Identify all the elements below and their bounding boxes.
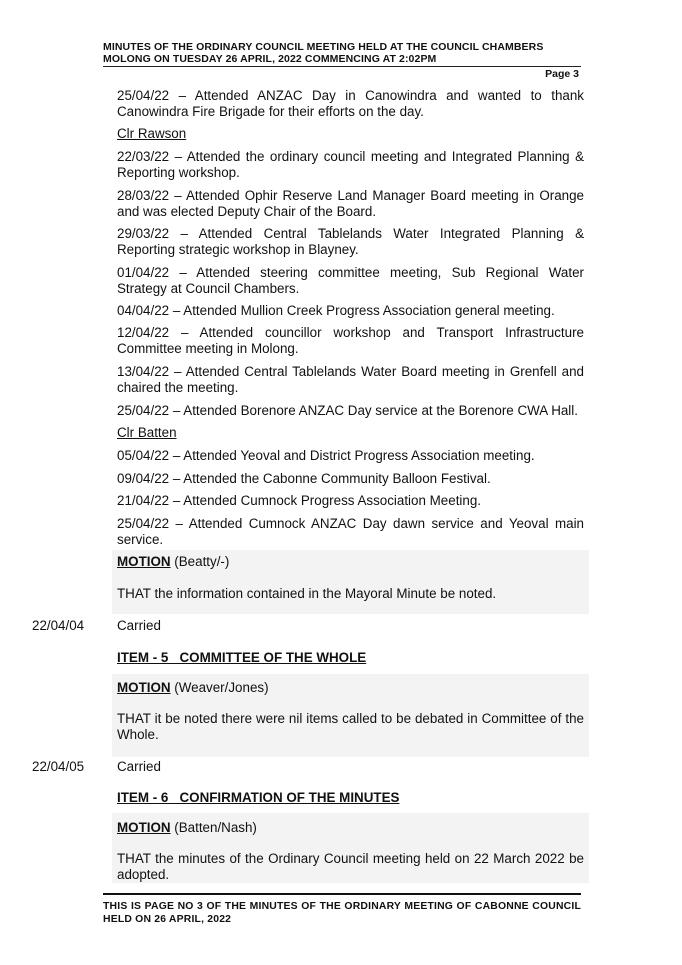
rawson-entry: 29/03/22 – Attended Central Tablelands Water Integrated Planning & Reporting strategic workshop in Blayney. xyxy=(117,226,584,257)
header-line-2: MOLONG ON TUESDAY 26 APRIL, 2022 COMMENCING AT 2:02PM xyxy=(103,53,437,65)
motion-line xyxy=(117,820,584,836)
motion-text: THAT it be noted there were nil items called to be debated in Committee of the Whole. xyxy=(117,711,584,742)
page-number: Page 3 xyxy=(545,68,579,80)
rawson-entry: 12/04/22 – Attended councillor workshop and Transport Infrastructure Committee meeting in Molong. xyxy=(117,325,584,356)
motion-text: THAT the information contained in the Mayoral Minute be noted. xyxy=(117,586,497,601)
mayor-entry: 25/04/22 – Attended ANZAC Day in Canowindra and wanted to thank Canowindra Fire Brigade for their efforts on the day. xyxy=(117,88,584,119)
motion-result: Carried xyxy=(117,618,161,633)
motion-line xyxy=(117,554,584,570)
resolution-number: 22/04/05 xyxy=(32,759,85,774)
batten-entry: 25/04/22 – Attended Cumnock ANZAC Day dawn service and Yeoval main service. xyxy=(117,516,584,547)
item-heading: ITEM - 5 COMMITTEE OF THE WHOLE xyxy=(117,650,367,665)
resolution-number: 22/04/04 xyxy=(32,618,85,633)
motion-movers: (Weaver/Jones) xyxy=(170,680,269,695)
page-footer: THIS IS PAGE NO 3 OF THE MINUTES OF THE ORDINARY MEETING OF CABONNE COUNCIL HELD ON 26 APRIL, 2022 xyxy=(103,901,581,925)
rawson-entry: 28/03/22 – Attended Ophir Reserve Land Manager Board meeting in Orange and was elected Deputy Chair of the Board. xyxy=(117,188,584,219)
rawson-entry: 22/03/22 – Attended the ordinary council meeting and Integrated Planning & Reporting workshop. xyxy=(117,149,584,180)
motion-movers: (Beatty/-) xyxy=(170,554,230,569)
item-heading: ITEM - 6 CONFIRMATION OF THE MINUTES xyxy=(117,790,400,805)
batten-heading: Clr Batten xyxy=(117,425,177,440)
motion-result: Carried xyxy=(117,759,161,774)
motion-movers: (Batten/Nash) xyxy=(170,820,257,835)
rawson-entry: 04/04/22 – Attended Mullion Creek Progress Association general meeting. xyxy=(117,303,555,318)
page-header xyxy=(103,41,581,65)
rawson-entry: 25/04/22 – Attended Borenore ANZAC Day service at the Borenore CWA Hall. xyxy=(117,403,578,418)
batten-entry: 05/04/22 – Attended Yeoval and District Progress Association meeting. xyxy=(117,448,535,463)
batten-entry: 09/04/22 – Attended the Cabonne Community Balloon Festival. xyxy=(117,471,491,486)
header-line-1: MINUTES OF THE ORDINARY COUNCIL MEETING HELD AT THE COUNCIL CHAMBERS xyxy=(103,41,544,53)
motion-label: MOTION xyxy=(117,554,171,569)
motion-label: MOTION xyxy=(117,680,171,695)
motion-line xyxy=(117,680,584,696)
motion-label: MOTION xyxy=(117,820,171,835)
rawson-entry: 13/04/22 – Attended Central Tablelands Water Board meeting in Grenfell and chaired the meeting. xyxy=(117,364,584,395)
footer-divider xyxy=(103,893,581,895)
batten-entry: 21/04/22 – Attended Cumnock Progress Association Meeting. xyxy=(117,493,481,508)
rawson-entry: 01/04/22 – Attended steering committee meeting, Sub Regional Water Strategy at Council Chambers. xyxy=(117,265,584,296)
header-divider xyxy=(103,66,581,67)
rawson-heading: Clr Rawson xyxy=(117,126,187,141)
motion-text: THAT the minutes of the Ordinary Council meeting held on 22 March 2022 be adopted. xyxy=(117,851,584,882)
